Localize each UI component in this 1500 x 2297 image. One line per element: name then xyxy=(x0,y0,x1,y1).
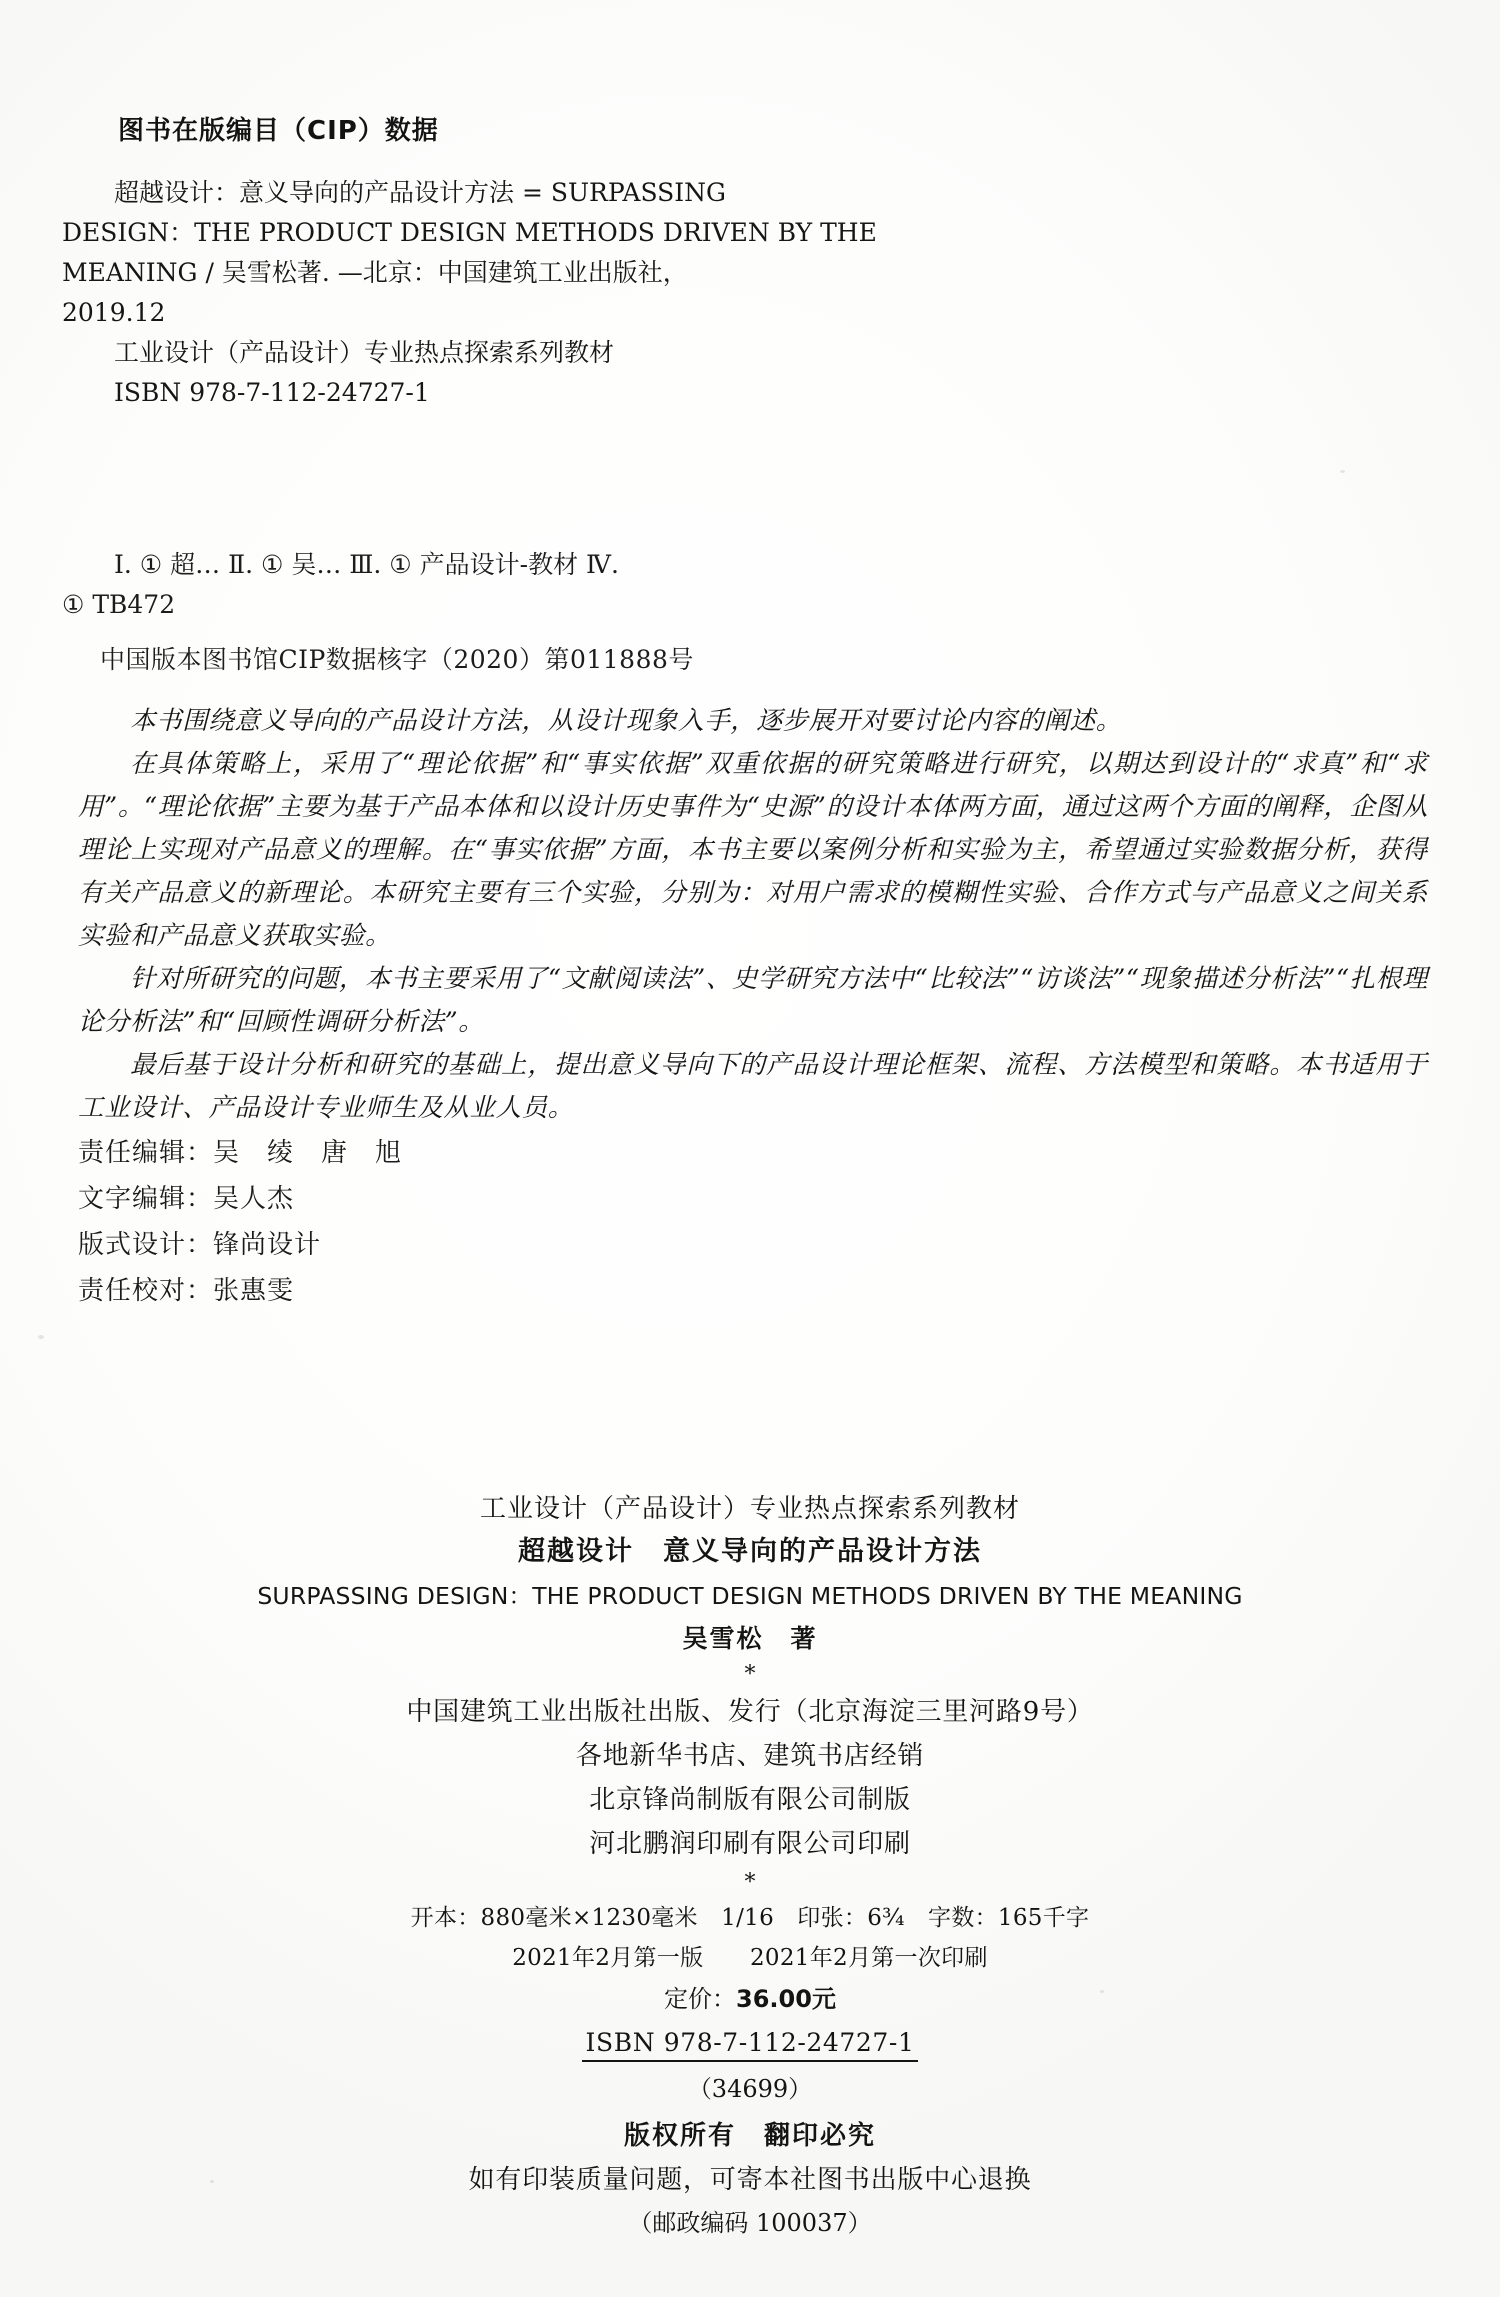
colophon-star-bottom: * xyxy=(744,1870,756,1895)
colophon-publisher: 中国建筑工业出版社出版、发行（北京海淀三里河路9号） xyxy=(406,1697,1094,1727)
colophon-isbn: ISBN 978-7-112-24727-1 xyxy=(585,2028,915,2057)
abstract-paragraph: 在具体策略上，采用了“理论依据”和“事实依据”双重依据的研究策略进行研究，以期达到设计的“求真”和“求用”。“理论依据”主要为基于产品本体和以设计历史事件为“史源”的设计本体两方面，通过这两个方面的阐释，企图从理论上实现对产品意义的理解。在“事实依据”方面，本书主要以案例分析和实验为主，希望通过实验数据分析，获得有关产品意义的新理论。本研究主要有三个实验，分别为：对用户需求的模糊性实验、合作方式与产品意义之间关系实验和产品意义获取实验。 xyxy=(78,749,1428,951)
colophon-typesetter: 北京锋尚制版有限公司制版 xyxy=(589,1785,911,1815)
colophon-copyright-notice: 版权所有 翻印必究 xyxy=(623,2121,876,2151)
abstract-paragraph: 本书围绕意义导向的产品设计方法，从设计现象入手，逐步展开对要讨论内容的阐述。 xyxy=(130,706,1122,736)
cip-classification-line-2: ① TB472 xyxy=(62,590,176,619)
scan-speck xyxy=(1100,1990,1104,1993)
cip-title-line-2: DESIGN：THE PRODUCT DESIGN METHODS DRIVEN BY THE xyxy=(62,218,877,247)
colophon-printer: 河北鹏润印刷有限公司印刷 xyxy=(589,1829,911,1859)
colophon-isbn-wrap xyxy=(0,2020,1500,2062)
colophon-price xyxy=(0,1978,1500,2020)
abstract-paragraph: 针对所研究的问题，本书主要采用了“文献阅读法”、史学研究方法中“比较法”“访谈法”“现象描述分析法”“扎根理论分析法”和“回顾性调研分析法”。 xyxy=(78,964,1428,1037)
colophon-series: 工业设计（产品设计）专业热点探索系列教材 xyxy=(479,1494,1020,1524)
credit-proofreader: 责任校对：张惠雯 xyxy=(78,1276,295,1306)
cip-title-line-1: 超越设计：意义导向的产品设计方法 = SURPASSING xyxy=(114,178,726,207)
book-abstract xyxy=(78,700,1428,1130)
cip-series-line: 工业设计（产品设计）专业热点探索系列教材 xyxy=(114,338,615,367)
credit-responsible-editor: 责任编辑：吴 绫 唐 旭 xyxy=(78,1138,403,1168)
scan-speck xyxy=(1340,470,1345,473)
colophon-cn-code: （34699） xyxy=(687,2075,813,2103)
cip-verification-number: 中国版本图书馆CIP数据核字（2020）第011888号 xyxy=(100,645,694,674)
colophon-edition: 2021年2月第一版 2021年2月第一次印刷 xyxy=(512,1945,988,1971)
cip-title-line-4: 2019.12 xyxy=(62,298,166,327)
cip-classification xyxy=(62,545,619,625)
scan-speck xyxy=(210,2180,214,2183)
abstract-paragraph: 最后基于设计分析和研究的基础上，提出意义导向下的产品设计理论框架、流程、方法模型和策略。本书适用于工业设计、产品设计专业师生及从业人员。 xyxy=(78,1050,1428,1123)
colophon-distributor: 各地新华书店、建筑书店经销 xyxy=(575,1741,925,1771)
credit-layout-design: 版式设计：锋尚设计 xyxy=(78,1230,322,1260)
staff-credits xyxy=(78,1130,402,1314)
cip-isbn-line: ISBN 978-7-112-24727-1 xyxy=(114,378,430,407)
price-label: 定价： xyxy=(664,1985,737,2013)
colophon-quality-notice: 如有印装质量问题，可寄本社图书出版中心退换 xyxy=(468,2165,1032,2195)
cip-title-line-3: MEANING / 吴雪松著. —北京：中国建筑工业出版社， xyxy=(62,258,688,287)
price-value: 36.00元 xyxy=(736,1985,836,2013)
colophon-title-en: SURPASSING DESIGN：THE PRODUCT DESIGN METHODS DRIVEN BY THE MEANING xyxy=(257,1582,1243,1610)
scan-speck xyxy=(38,1335,44,1339)
cip-record xyxy=(62,173,902,413)
colophon-star-top: * xyxy=(744,1662,756,1687)
colophon-print-spec: 开本：880毫米×1230毫米 1/16 印张：6¾ 字数：165千字 xyxy=(410,1905,1090,1931)
credit-copy-editor: 文字编辑：吴人杰 xyxy=(78,1184,295,1214)
colophon xyxy=(0,1490,1500,2244)
cip-classification-line-1: Ⅰ. ① 超… Ⅱ. ① 吴… Ⅲ. ① 产品设计-教材 Ⅳ. xyxy=(114,550,619,579)
colophon-author: 吴雪松 著 xyxy=(682,1624,818,1653)
cip-heading: 图书在版编目（CIP）数据 xyxy=(118,116,439,146)
colophon-postcode: （邮政编码 100037） xyxy=(628,2209,872,2237)
colophon-title-cn: 超越设计 意义导向的产品设计方法 xyxy=(518,1536,982,1567)
